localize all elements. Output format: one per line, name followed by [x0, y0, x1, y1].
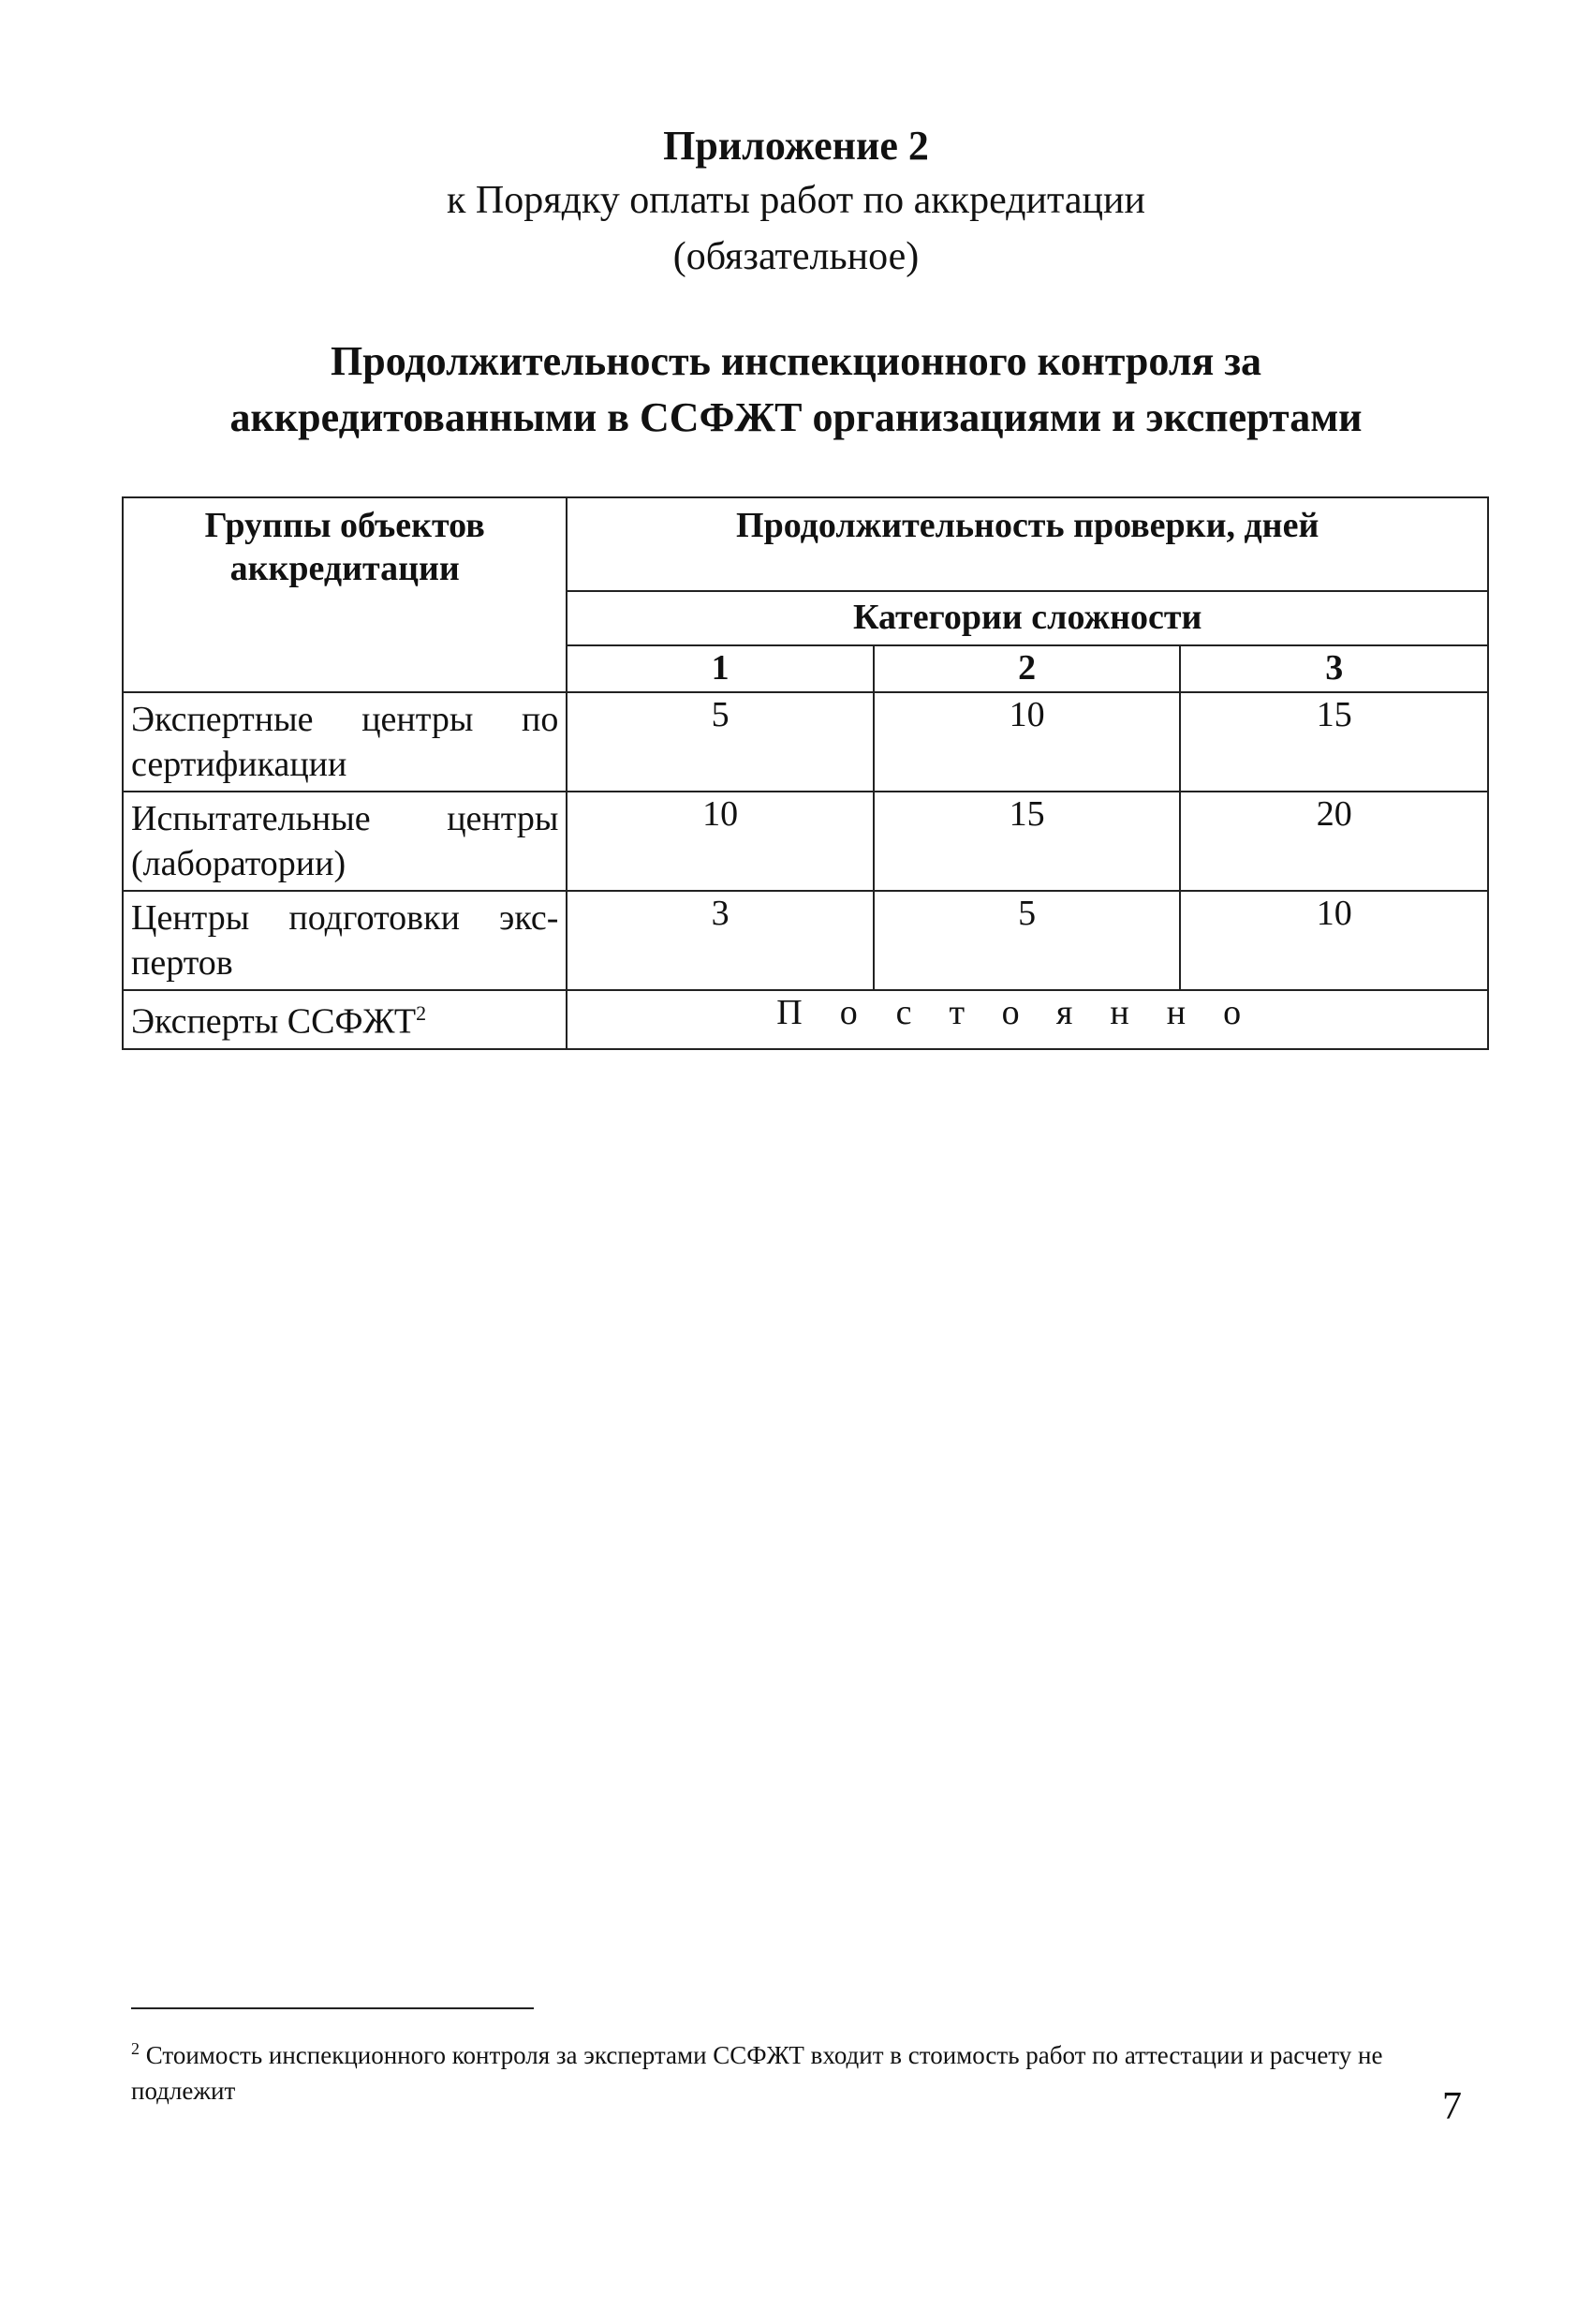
row-value: 5 — [567, 692, 874, 792]
row-value: 10 — [1180, 891, 1488, 990]
footnote-divider — [131, 2007, 534, 2009]
document-heading-line-1: Продолжительность инспекционного контроля за — [331, 338, 1261, 384]
inspection-duration-table — [122, 496, 1489, 1050]
row-label: Испытательные центры (лаборатории) — [123, 792, 567, 891]
row-label: Экспертные центры по сертификации — [123, 692, 567, 792]
header-duration: Продолжительность проверки, дней — [567, 497, 1488, 591]
category-3: 3 — [1180, 645, 1488, 692]
row-value: 5 — [874, 891, 1181, 990]
footnote-text: Стоимость инспекционного контроля за экспертами ССФЖТ входит в стоимость работ по аттестации и расчету не подлежит — [131, 2041, 1383, 2105]
document-heading-line-2: аккредитованными в ССФЖТ организациями и экспертами — [229, 394, 1363, 440]
page-number: 7 — [1442, 2085, 1462, 2128]
category-2: 2 — [874, 645, 1181, 692]
row-value: 10 — [567, 792, 874, 891]
table-row — [123, 990, 1488, 1049]
row-label: Центры подготовки экс-пертов — [123, 891, 567, 990]
footnote — [131, 2031, 1480, 2109]
experts-label: Эксперты ССФЖТ — [131, 1001, 417, 1042]
header-groups: Группы объектов аккредитации — [123, 497, 567, 692]
table-row — [123, 891, 1488, 990]
footnote-reference: 2 — [416, 1001, 427, 1025]
table-row — [123, 692, 1488, 792]
row-value: 15 — [1180, 692, 1488, 792]
permanent-value: Постоянно — [567, 990, 1488, 1049]
row-value: 15 — [874, 792, 1181, 891]
row-value: 3 — [567, 891, 874, 990]
appendix-title: Приложение 2 — [663, 123, 929, 169]
row-value: 20 — [1180, 792, 1488, 891]
row-label — [123, 990, 567, 1049]
category-1: 1 — [567, 645, 874, 692]
table-row — [123, 792, 1488, 891]
footnote-mark: 2 — [131, 2039, 140, 2058]
appendix-subtitle: к Порядку оплаты работ по аккредитации — [447, 179, 1145, 222]
appendix-status: (обязательное) — [672, 235, 920, 278]
row-value: 10 — [874, 692, 1181, 792]
header-categories: Категории сложности — [567, 591, 1488, 645]
